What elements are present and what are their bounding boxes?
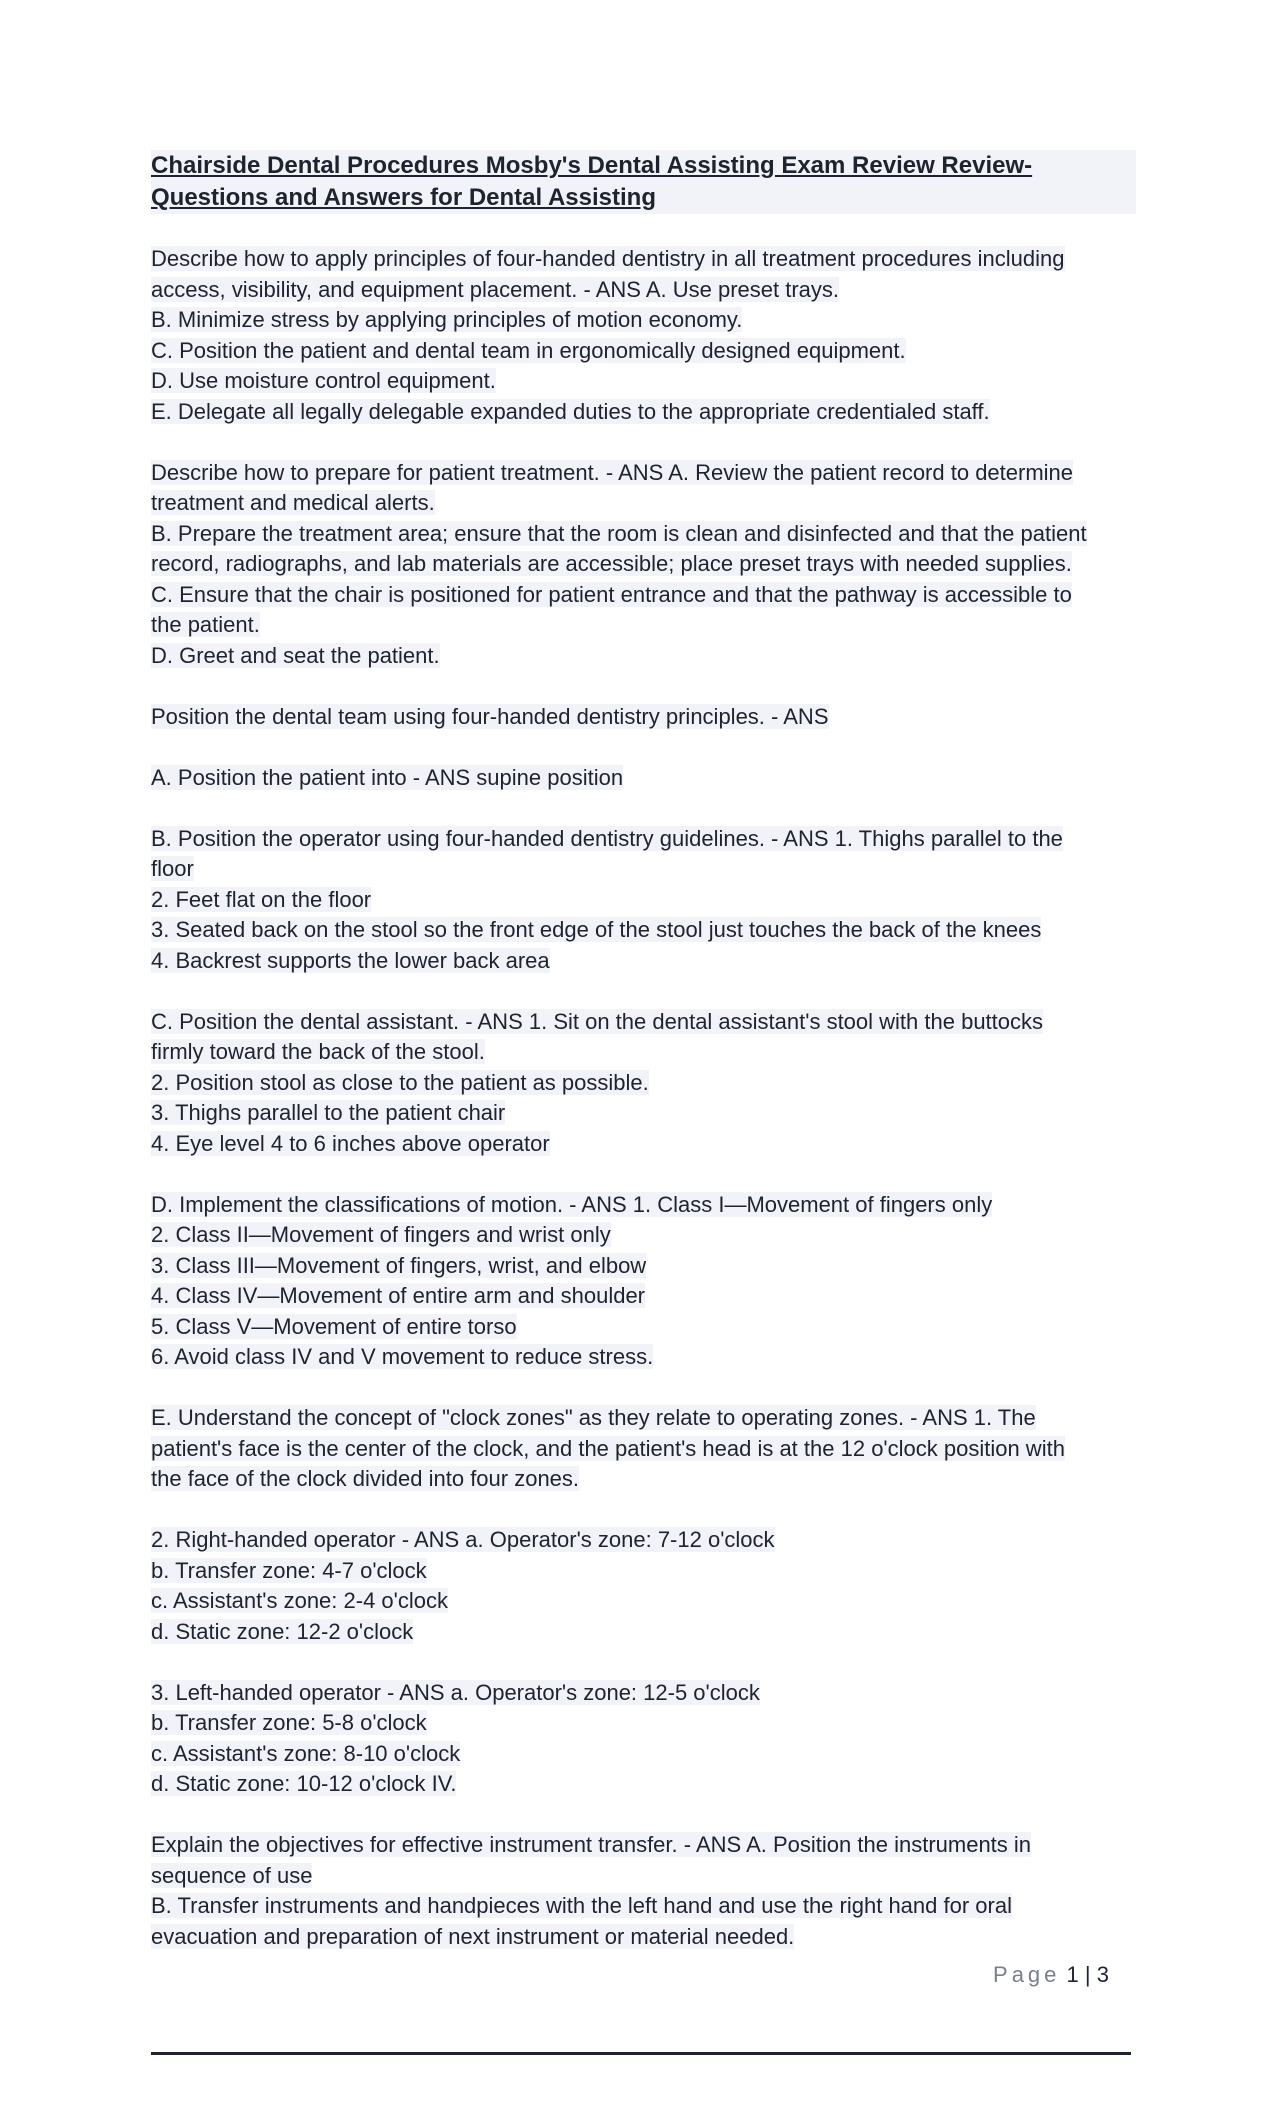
text-line: A. Position the patient into - ANS supine position bbox=[151, 764, 624, 790]
text-line: c. Assistant's zone: 8-10 o'clock bbox=[151, 1740, 461, 1766]
qa-paragraph bbox=[151, 763, 1136, 794]
text-line: B. Transfer instruments and handpieces with the left hand and use the right hand for oral bbox=[151, 1893, 1012, 1918]
text-line: B. Minimize stress by applying principles of motion economy. bbox=[151, 307, 743, 332]
text-line: Describe how to prepare for patient treatment. - ANS A. Review the patient record to determine bbox=[151, 459, 1074, 485]
title-line: Questions and Answers for Dental Assisting bbox=[151, 182, 1136, 214]
text-line: 2. Position stool as close to the patient as possible. bbox=[151, 1069, 649, 1095]
text-line: firmly toward the back of the stool. bbox=[151, 1039, 485, 1064]
text-line: B. Prepare the treatment area; ensure that the room is clean and disinfected and that the patient bbox=[151, 520, 1087, 546]
qa-paragraph bbox=[151, 1403, 1136, 1495]
text-line: D. Use moisture control equipment. bbox=[151, 368, 496, 393]
text-line: the patient. bbox=[151, 612, 260, 637]
text-line: the face of the clock divided into four zones. bbox=[151, 1466, 580, 1491]
text-line: 5. Class V—Movement of entire torso bbox=[151, 1313, 517, 1339]
text-line: c. Assistant's zone: 2-4 o'clock bbox=[151, 1588, 448, 1613]
text-line: B. Position the operator using four-handed dentistry guidelines. - ANS 1. Thighs parallel to the bbox=[151, 825, 1063, 851]
text-line: Describe how to apply principles of four-handed dentistry in all treatment procedures including bbox=[151, 246, 1065, 271]
text-line: 4. Class IV—Movement of entire arm and shoulder bbox=[151, 1283, 646, 1308]
text-line: 2. Class II—Movement of fingers and wrist only bbox=[151, 1222, 611, 1247]
qa-paragraph bbox=[151, 824, 1136, 977]
qa-paragraph bbox=[151, 1830, 1136, 1952]
text-line: C. Ensure that the chair is positioned for patient entrance and that the pathway is accessible to bbox=[151, 581, 1072, 607]
text-line: record, radiographs, and lab materials are accessible; place preset trays with needed supplies. bbox=[151, 551, 1072, 576]
text-line: floor bbox=[151, 856, 194, 881]
text-line: Position the dental team using four-handed dentistry principles. - ANS bbox=[151, 703, 829, 729]
text-line: E. Delegate all legally delegable expanded duties to the appropriate credentialed staff. bbox=[151, 398, 990, 424]
text-line: access, visibility, and equipment placement. - ANS A. Use preset trays. bbox=[151, 276, 840, 302]
text-line: 3. Thighs parallel to the patient chair bbox=[151, 1100, 506, 1125]
footer-rule bbox=[151, 2052, 1131, 2055]
text-line: 4. Eye level 4 to 6 inches above operator bbox=[151, 1130, 550, 1156]
text-line: patient's face is the center of the clock, and the patient's head is at the 12 o'clock position with bbox=[151, 1435, 1065, 1461]
text-line: 2. Right-handed operator - ANS a. Operator's zone: 7-12 o'clock bbox=[151, 1527, 775, 1552]
text-line: d. Static zone: 10-12 o'clock IV. bbox=[151, 1771, 457, 1796]
text-line: Explain the objectives for effective instrument transfer. - ANS A. Position the instruments in bbox=[151, 1832, 1032, 1857]
page-separator: | bbox=[1084, 1962, 1091, 1987]
text-line: C. Position the dental assistant. - ANS 1. Sit on the dental assistant's stool with the buttocks bbox=[151, 1008, 1044, 1034]
page-footer bbox=[993, 1962, 1109, 1988]
text-line: d. Static zone: 12-2 o'clock bbox=[151, 1618, 414, 1644]
qa-paragraph bbox=[151, 1678, 1136, 1800]
document-title bbox=[151, 150, 1136, 214]
text-line: D. Greet and seat the patient. bbox=[151, 642, 440, 668]
qa-paragraph bbox=[151, 1007, 1136, 1160]
title-line: Chairside Dental Procedures Mosby's Dental Assisting Exam Review Review- bbox=[151, 150, 1136, 182]
document-page bbox=[151, 150, 1136, 1983]
text-line: 3. Class III—Movement of fingers, wrist, and elbow bbox=[151, 1252, 647, 1278]
qa-paragraph bbox=[151, 1190, 1136, 1373]
text-line: 3. Seated back on the stool so the front edge of the stool just touches the back of the knees bbox=[151, 917, 1042, 942]
text-line: b. Transfer zone: 5-8 o'clock bbox=[151, 1710, 427, 1735]
qa-paragraph bbox=[151, 244, 1136, 427]
text-line: D. Implement the classifications of motion. - ANS 1. Class I—Movement of fingers only bbox=[151, 1191, 993, 1217]
text-line: 6. Avoid class IV and V movement to reduce stress. bbox=[151, 1344, 654, 1369]
page-number: 1 bbox=[1066, 1962, 1079, 1987]
qa-paragraph bbox=[151, 702, 1136, 733]
text-line: E. Understand the concept of "clock zones" as they relate to operating zones. - ANS 1. The bbox=[151, 1405, 1036, 1430]
text-line: evacuation and preparation of next instrument or material needed. bbox=[151, 1923, 795, 1949]
text-line: C. Position the patient and dental team in ergonomically designed equipment. bbox=[151, 337, 906, 363]
text-line: 2. Feet flat on the floor bbox=[151, 886, 372, 912]
text-line: b. Transfer zone: 4-7 o'clock bbox=[151, 1557, 427, 1583]
page-label: Page bbox=[993, 1962, 1061, 1987]
text-line: sequence of use bbox=[151, 1862, 313, 1888]
page-total: 3 bbox=[1096, 1962, 1109, 1987]
text-line: 3. Left-handed operator - ANS a. Operator's zone: 12-5 o'clock bbox=[151, 1679, 760, 1705]
text-line: 4. Backrest supports the lower back area bbox=[151, 947, 550, 973]
qa-paragraph bbox=[151, 458, 1136, 672]
text-line: treatment and medical alerts. bbox=[151, 490, 435, 515]
qa-paragraph bbox=[151, 1525, 1136, 1647]
document-body bbox=[151, 244, 1136, 1952]
